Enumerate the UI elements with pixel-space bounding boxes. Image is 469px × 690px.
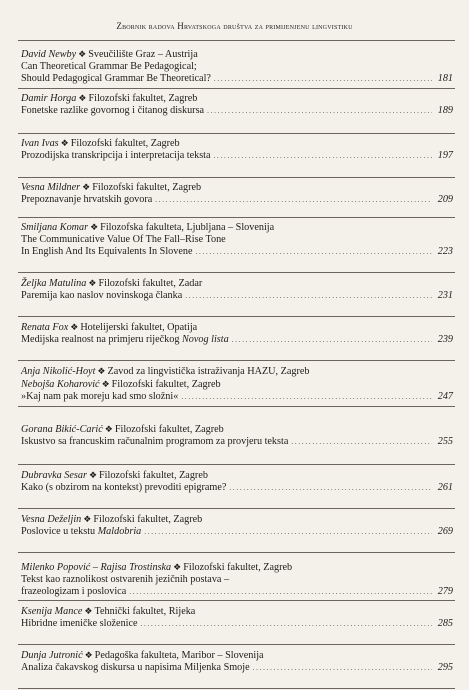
toc-entry [21,605,453,630]
page-number: 239 [437,334,453,345]
author-line [21,365,453,378]
entry-separator [18,508,455,509]
diamond-icon: ❖ [78,49,87,59]
affiliation: Filozofska fakulteta, Ljubljana – Slovenija [100,222,275,233]
diamond-icon: ❖ [90,222,99,232]
author-line [21,92,453,105]
header-rule [18,40,455,41]
article-title: Analiza čakavskog diskursa u napisima Miljenka Smoje [21,662,250,673]
diamond-icon: ❖ [84,606,93,616]
author-name: Milenko Popović – Rajisa Trostinska [21,562,172,573]
diamond-icon: ❖ [104,424,113,434]
italic-title-part: Novog lista [181,334,229,345]
page-number: 209 [437,194,453,205]
affiliation: Filozofski fakultet, Zagreb [93,514,203,525]
author-line [21,605,453,618]
diamond-icon: ❖ [84,650,93,660]
article-title: Hibridne imeničke složenice [21,618,138,629]
dot-leader [207,105,432,117]
article-title: Can Theoretical Grammar Be Pedagogical; [21,61,197,72]
author-line [21,378,453,391]
diamond-icon: ❖ [83,514,92,524]
author-name: Vesna Deželjin [21,514,82,525]
entry-separator [18,360,455,361]
diamond-icon: ❖ [82,182,91,192]
affiliation: Filozofski fakultet, Zagreb [111,379,221,390]
title-line [21,290,453,302]
title-line [21,586,453,598]
page-number: 255 [437,436,453,447]
diamond-icon: ❖ [78,93,87,103]
toc-entry [21,137,453,162]
affiliation: Filozofski fakultet, Zadar [98,278,203,289]
dot-leader [214,150,432,162]
affiliation: Filozofski fakultet, Zagreb [92,182,202,193]
page-number: 197 [437,150,453,161]
author-name: Dubravka Sesar [21,470,87,481]
author-name: Renata Fox [21,322,69,333]
entry-separator [18,688,455,689]
article-title: Poslovice u tekstu Maldobria [21,526,142,537]
page-number: 279 [437,586,453,597]
entry-separator [18,177,455,178]
article-title: The Communicative Value Of The Fall–Rise Tone [21,234,226,245]
author-line [21,649,453,662]
page-number: 261 [437,482,453,493]
affiliation: Hotelijerski fakultet, Opatija [80,322,198,333]
author-line [21,181,453,194]
toc-entry [21,181,453,206]
diamond-icon: ❖ [173,562,182,572]
page-number: 189 [437,105,453,116]
affiliation: Zavod za lingvistička istraživanja HAZU, Zagreb [107,366,310,377]
author-name: Vesna Mildner [21,182,81,193]
article-title: In English And Its Equivalents In Slovene [21,246,193,257]
affiliation: Sveučilište Graz – Austrija [88,49,198,60]
toc-entry [21,365,453,403]
author-line [21,277,453,290]
title-line [21,482,453,494]
dot-leader [144,526,432,538]
affiliation: Filozofski fakultet, Zagreb [99,470,208,481]
author-name: Dunja Jutronić [21,650,83,661]
diamond-icon: ❖ [70,322,79,332]
diamond-icon: ❖ [88,470,98,480]
author-line [21,321,453,334]
author-name: Ksenija Mance [21,606,83,617]
author-name: Željka Matulina [21,278,87,289]
title-line [21,334,453,346]
article-title: »Kaj nam pak moreju kad smo složni« [21,391,179,402]
article-title: Medijska realnost na primjeru riječkog Novog lista [21,334,229,345]
title-line [21,574,453,586]
dot-leader [141,618,432,630]
dot-leader [232,334,432,346]
diamond-icon: ❖ [97,366,106,376]
dot-leader [195,246,432,258]
dot-leader [155,194,432,206]
entry-separator [18,316,455,317]
entry-separator [18,600,455,601]
affiliation: Filozofski fakultet, Zagreb [114,424,224,435]
entry-separator [18,406,455,407]
affiliation: Filozofski fakultet, Zagreb [183,562,293,573]
article-title: Fonetske razlike govornog i čitanog diskursa [21,105,205,116]
author-name: Damir Horga [21,93,77,104]
article-title: frazeologizam i poslovica [21,586,127,597]
article-title: Kako (s obzirom na kontekst) prevoditi epigrame? [21,482,227,493]
dot-leader [185,290,432,302]
article-title: Iskustvo sa francuskim računalnim programom za provjeru teksta [21,436,289,447]
title-line [21,662,453,674]
article-title: Tekst kao raznolikost ostvarenih jezičnih postava – [21,574,230,585]
title-line [21,194,453,206]
toc-entry [21,513,453,538]
entry-separator [18,88,455,89]
page-number: 247 [437,391,453,402]
diamond-icon: ❖ [101,379,110,389]
toc-entry [21,423,453,448]
author-name: David Newby [21,49,77,60]
toc-entry [21,48,453,85]
title-line [21,73,453,85]
author-name: Ivan Ivas [21,138,59,149]
page-number: 295 [437,662,453,673]
dot-leader [291,436,432,448]
author-line [21,221,453,234]
author-name: Nebojša Koharović [21,379,100,390]
entry-separator [18,644,455,645]
toc-entry [21,92,453,117]
diamond-icon: ❖ [88,278,97,288]
entry-separator [18,217,455,218]
toc-entry [21,561,453,598]
page-number: 285 [437,618,453,629]
article-title: Paremija kao naslov novinskoga članka [21,290,183,301]
affiliation: Filozofski fakultet, Zagreb [70,138,180,149]
title-line [21,234,453,246]
running-header: Zbornik radova Hrvatskoga društva za primijenjenu lingvistiku [116,21,353,31]
title-line [21,436,453,448]
affiliation: Tehnički fakultet, Rijeka [94,606,196,617]
page-number: 269 [437,526,453,537]
author-line [21,48,453,61]
affiliation: Filozofski fakultet, Zagreb [88,93,198,104]
article-title: Prozodijska transkripcija i interpretacija teksta [21,150,211,161]
entry-separator [18,552,455,553]
title-line [21,246,453,258]
title-line [21,618,453,630]
title-line [21,105,453,117]
dot-leader [181,391,432,403]
italic-title-part: Maldobria [97,526,142,537]
dot-leader [229,482,432,494]
title-line [21,150,453,162]
page-number: 223 [437,246,453,257]
toc-entry [21,649,453,674]
author-line [21,469,453,482]
page-number: 181 [437,73,453,84]
author-line [21,561,453,574]
page-number: 231 [437,290,453,301]
author-name: Anja Nikolić-Hoyt [21,366,96,377]
toc-entry [21,469,453,494]
toc-entry [21,221,453,258]
title-line [21,61,453,73]
dot-leader [253,662,432,674]
dot-leader [214,73,432,85]
title-line [21,526,453,538]
author-name: Gorana Bikić-Carić [21,424,103,435]
author-line [21,423,453,436]
diamond-icon: ❖ [60,138,69,148]
author-line [21,137,453,150]
entry-separator [18,272,455,273]
article-title: Should Pedagogical Grammar Be Theoretical? [21,73,211,84]
entry-separator [18,133,455,134]
author-line [21,513,453,526]
title-line [21,391,453,403]
dot-leader [129,586,432,598]
entry-separator [18,464,455,465]
article-title: Prepoznavanje hrvatskih govora [21,194,153,205]
author-name: Smiljana Komar [21,222,89,233]
affiliation: Pedagoška fakulteta, Maribor – Slovenija [94,650,264,661]
toc-entry [21,277,453,302]
toc-entry [21,321,453,346]
